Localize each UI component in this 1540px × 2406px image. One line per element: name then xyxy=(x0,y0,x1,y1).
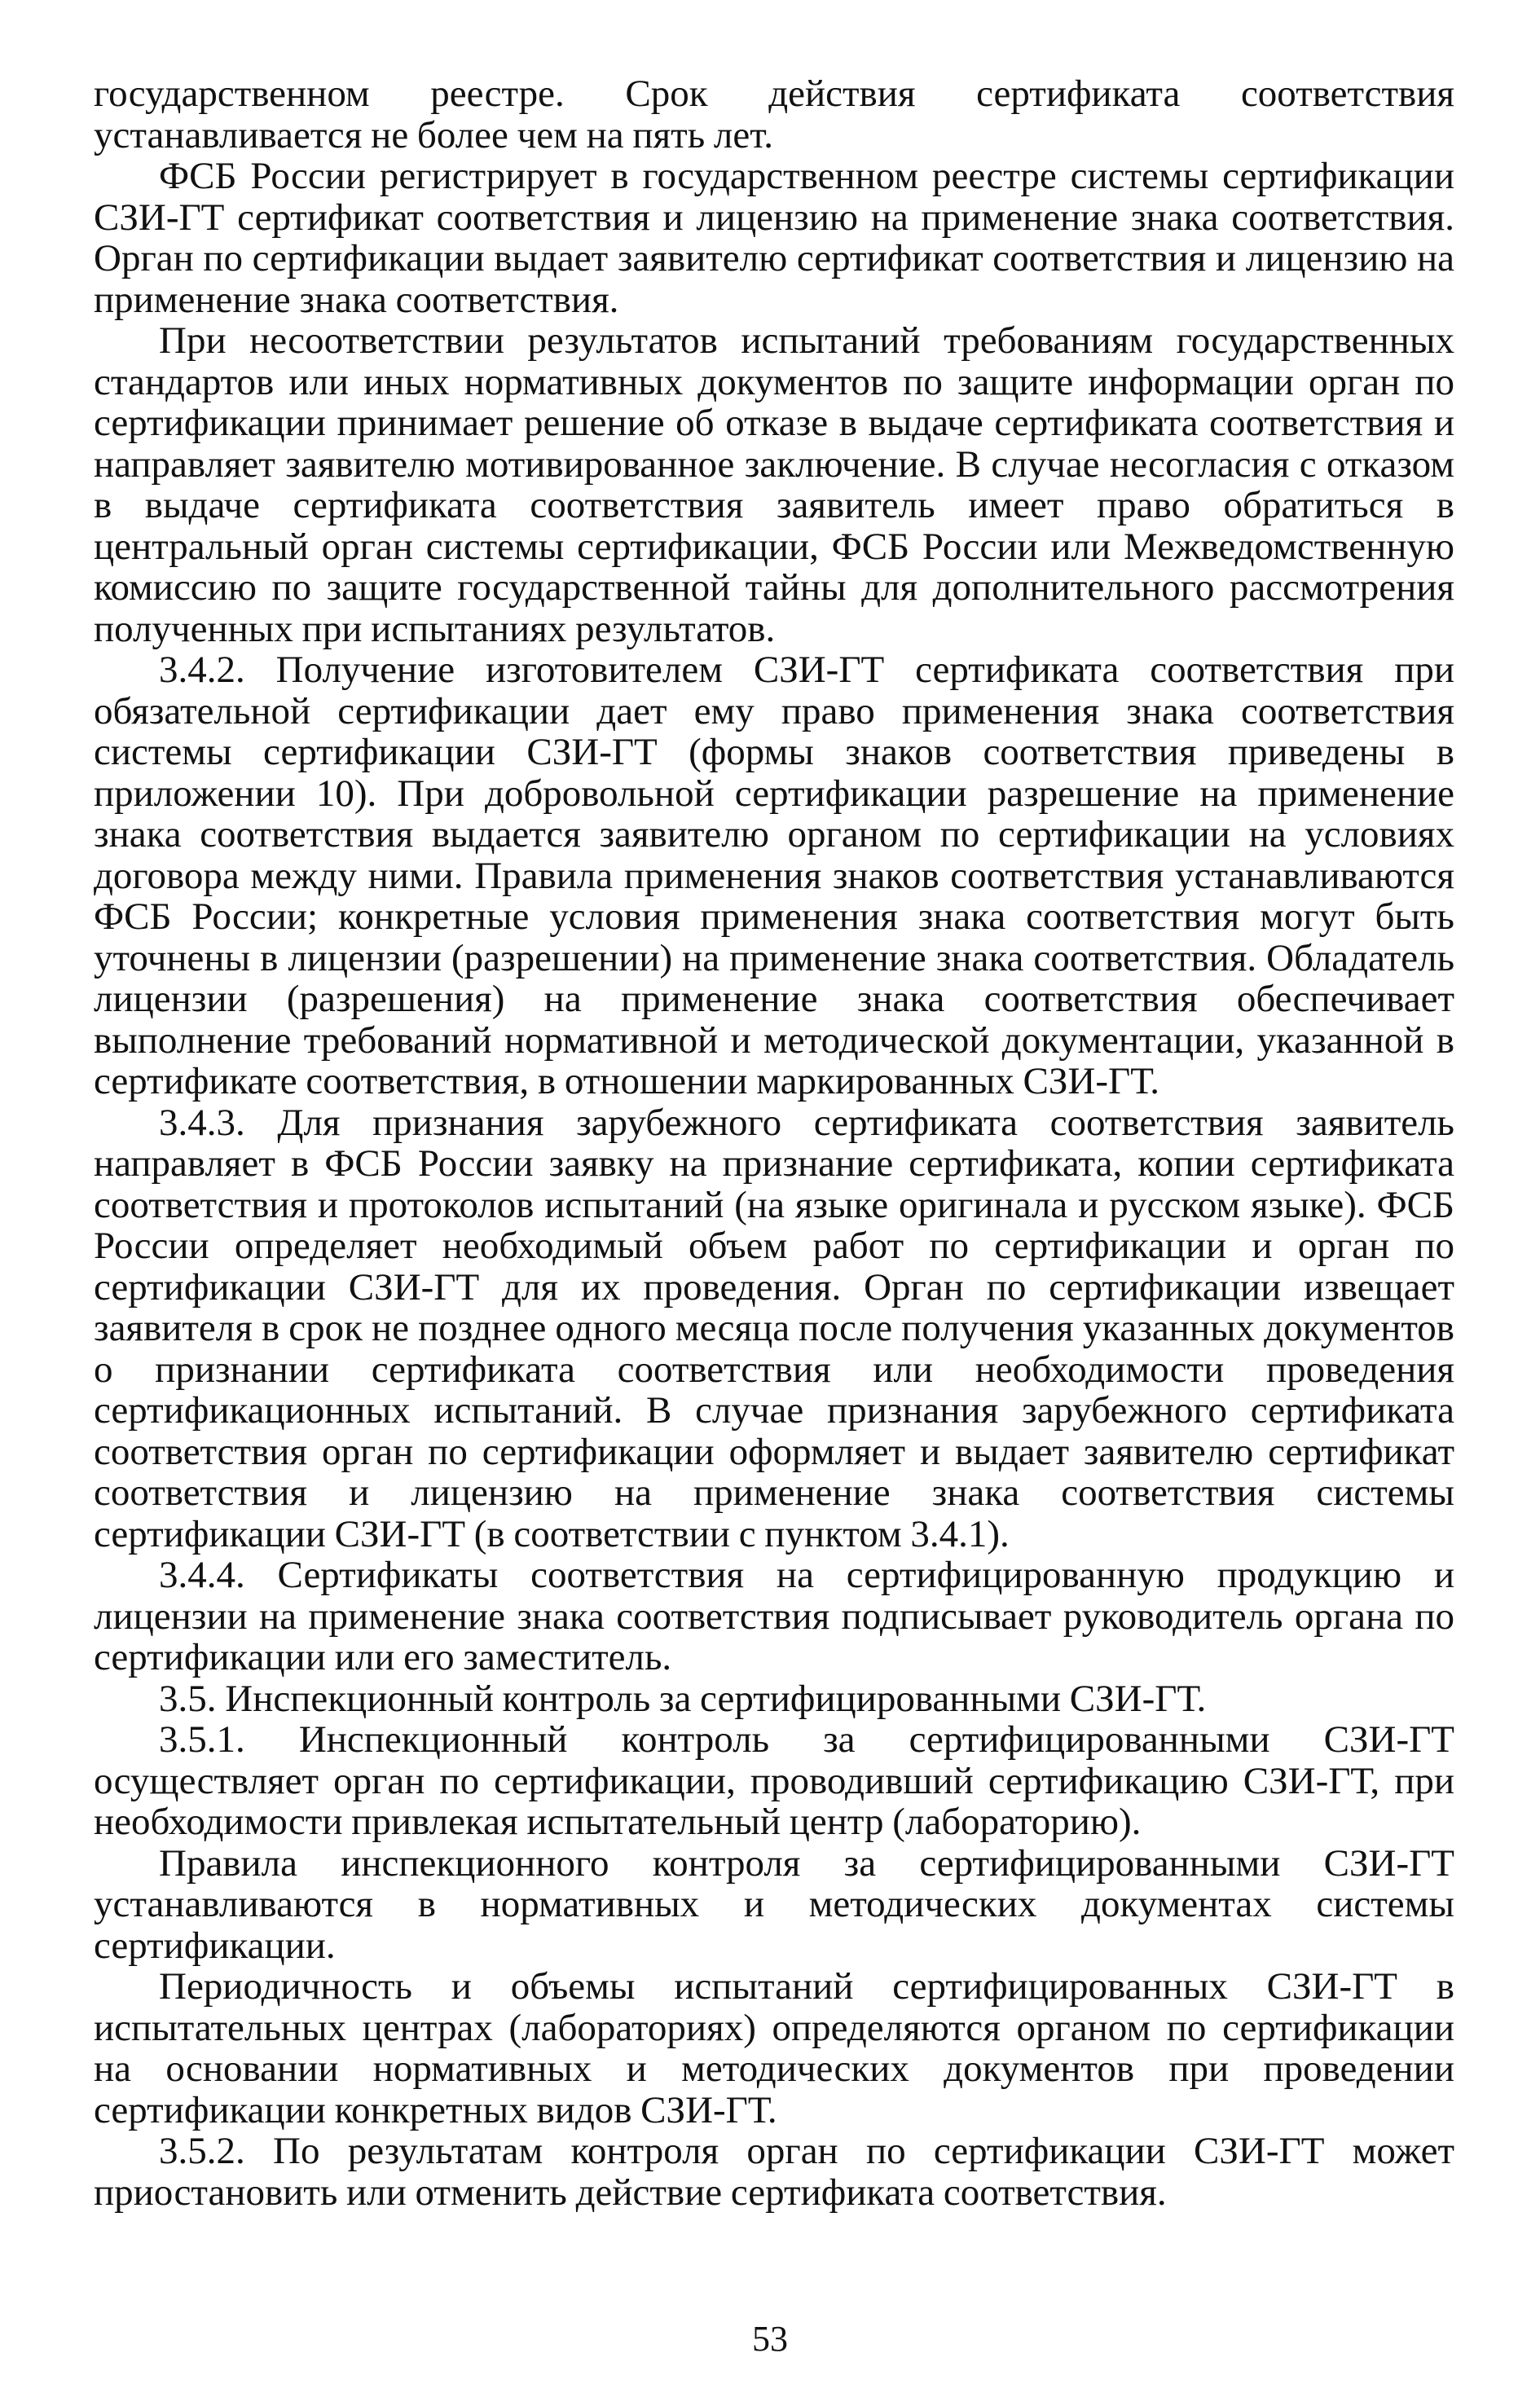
paragraph-3-5-1: 3.5.1. Инспекционный контроль за сертифицированными СЗИ-ГТ осуществляет орган по сертификации, проводивший сертификацию СЗИ-ГТ, при необходимости привлекая испытательный центр (лабораторию). xyxy=(94,1718,1454,1843)
paragraph-continuation: государственном реестре. Срок действия сертификата соответствия устанавливается не более чем на пять лет. xyxy=(94,73,1454,156)
section-heading-3-5: 3.5. Инспекционный контроль за сертифицированными СЗИ-ГТ. xyxy=(159,1677,1207,1720)
paragraph-registration: ФСБ России регистрирует в государственном реестре системы сертификации СЗИ-ГТ сертификат соответствия и лицензию на применение знака соответствия. Орган по сертификации выдает заявителю сертификат соответствия и лицензию на применение знака соответствия. xyxy=(94,155,1454,321)
paragraph-inspection-rules: Правила инспекционного контроля за сертифицированными СЗИ-ГТ устанавливаются в нормативных и методических документах системы сертификации. xyxy=(94,1841,1454,1967)
paragraph-3-4-3: 3.4.3. Для признания зарубежного сертификата соответствия заявитель направляет в ФСБ России заявку на признание сертификата, копии сертификата соответствия и протоколов испытаний (на языке оригинала и русском языке). ФСБ России определяет необходимый объем работ по сертификации и орган по сертификации СЗИ-ГТ для их проведения. Орган по сертификации извещает заявителя в срок не позднее одного месяца после получения указанных документов о признании сертификата соответствия или необходимости проведения сертификационных испытаний. В случае признания зарубежного сертификата соответствия орган по сертификации оформляет и выдает заявителю сертификат соответствия и лицензию на применение знака соответствия системы сертификации СЗИ-ГТ (в соответствии с пунктом 3.4.1). xyxy=(94,1101,1454,1555)
paragraph-3-4-2: 3.4.2. Получение изготовителем СЗИ-ГТ сертификата соответствия при обязательной сертификации дает ему право применения знака соответствия системы сертификации СЗИ-ГТ (формы знаков соответствия приведены в приложении 10). При добровольной сертификации разрешение на применение знака соответствия выдается заявителю органом по сертификации на условиях договора между ними. Правила применения знаков соответствия устанавливаются ФСБ России; конкретные условия применения знака соответствия могут быть уточнены в лицензии (разрешении) на применение знака соответствия. Обладатель лицензии (разрешения) на применение знака соответствия обеспечивает выполнение требований нормативной и методической документации, указанной в сертификате соответствия, в отношении маркированных СЗИ-ГТ. xyxy=(94,649,1454,1102)
paragraph-3-4-4: 3.4.4. Сертификаты соответствия на сертифицированную продукцию и лицензии на применение знака соответствия подписывает руководитель органа по сертификации или его заместитель. xyxy=(94,1554,1454,1678)
paragraph-periodicity: Периодичность и объемы испытаний сертифицированных СЗИ-ГТ в испытательных центрах (лабораториях) определяются органом по сертификации на основании нормативных и методических документов при проведении сертификации конкретных видов СЗИ-ГТ. xyxy=(94,1965,1454,2131)
paragraph-refusal: При несоответствии результатов испытаний требованиям государственных стандартов или иных нормативных документов по защите информации орган по сертификации принимает решение об отказе в выдаче сертификата соответствия и направляет заявителю мотивированное заключение. В случае несогласия с отказом в выдаче сертификата соответствия заявитель имеет право обратиться в центральный орган системы сертификации, ФСБ России или Межведомственную комиссию по защите государственной тайны для дополнительного рассмотрения полученных при испытаниях результатов. xyxy=(94,319,1454,650)
paragraph-3-5-2: 3.5.2. По результатам контроля орган по сертификации СЗИ-ГТ может приостановить или отменить действие сертификата соответствия. xyxy=(94,2130,1454,2214)
page-body xyxy=(94,73,1454,2213)
page-number: 53 xyxy=(752,2319,788,2359)
